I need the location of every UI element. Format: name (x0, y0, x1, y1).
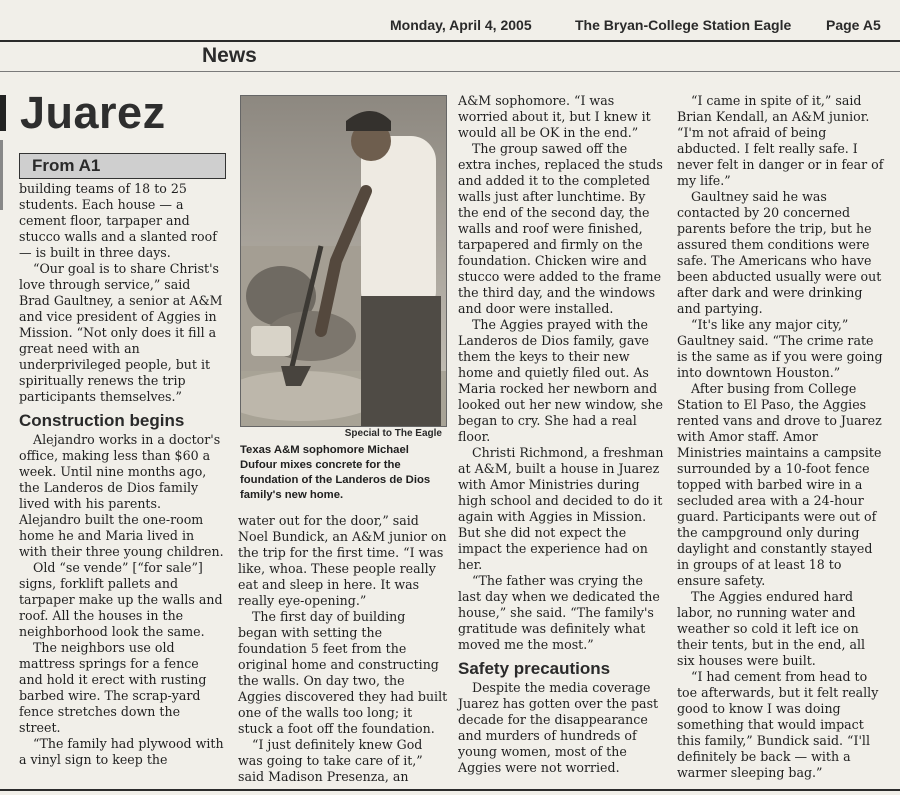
article-column-3 (458, 93, 664, 776)
adjacent-column-edge-2 (0, 140, 3, 210)
article-headline: Juarez (20, 87, 166, 138)
jump-label: From A1 (32, 156, 101, 175)
article-column-2 (238, 513, 448, 785)
adjacent-column-edge (0, 95, 6, 131)
paragraph: Gaultney said he was contacted by 20 concerned parents before the trip, but he assured them conditions were safe. The Americans who have been abducted usually were out after dark and were drinking and partying. (677, 189, 882, 316)
page-header (0, 0, 900, 42)
paragraph: Despite the media coverage Juarez has gotten over the past decade for the disappearance and murders of hundreds of young women, most of the Aggies were not worried. (458, 680, 659, 775)
subhead: Safety precautions (458, 659, 611, 678)
header-date: Monday, April 4, 2005 (390, 17, 532, 33)
paragraph: The Aggies prayed with the Landeros de Dios family, gave them the keys to their new home and quietly filed out. As Maria rocked her newborn and looked out her new window, she began to cry. She had a real floor. (458, 317, 663, 444)
paragraph: “The family had plywood with a vinyl sign to keep the (19, 736, 224, 767)
photo-credit: Special to The Eagle (344, 428, 442, 439)
article-column-4 (677, 93, 885, 781)
paragraph: The group sawed off the extra inches, replaced the studs and added it to the completed walls just after lunchtime. By the end of the second day, the walls and roof were finished, tarpapered and firmly on the foundation. Chicken wire and stucco were added to the frame the third day, and the windows and door were installed. (458, 141, 663, 316)
paragraph: The Aggies endured hard labor, no running water and weather so cold it left ice on their tents, but in the end, all six houses were built. (677, 589, 866, 668)
photo-caption: Texas A&M sophomore Michael Dufour mixes concrete for the foundation of the Landeros de Dios family's new home. (240, 444, 431, 501)
section-rule (0, 71, 900, 72)
paragraph: building teams of 18 to 25 students. Each house — a cement floor, tarpaper and stucco walls and a slanted roof — is built in three days. (19, 181, 217, 260)
paragraph: water out for the door,” said Noel Bundick, an A&M junior on the trip for the first time. “I was like, whoa. These people really eat and sleep in here. It was really eye-opening.” (238, 513, 447, 608)
paragraph: Old “se vende” [“for sale”] signs, forklift pallets and tarpaper make up the walls and roof. All the houses in the neighborhood look the same. (19, 560, 223, 639)
subhead: Construction begins (19, 411, 185, 430)
paragraph: “I had cement from head to toe afterwards, but it felt really good to know I was doing something that would impact this family,” Bundick said. “I'll definitely be back — with a warmer sleeping bag.” (677, 669, 879, 780)
page-bottom-rule (0, 789, 900, 791)
paragraph: The first day of building began with setting the foundation 5 feet from the original home and constructing the walls. On day two, the Aggies discovered they had built one of the walls too long; it stuck a foot off the foundation. (238, 609, 448, 736)
paragraph: Christi Richmond, a freshman at A&M, built a house in Juarez with Amor Ministries during high school and decided to do it again with Aggies in Mission. But she did not expect the impact the experience had on her. (458, 445, 664, 572)
jump-label-box (19, 153, 226, 179)
paragraph: “I just definitely knew God was going to take care of it,” said Madison Presenza, an (238, 737, 423, 784)
paragraph: “It's like any major city,” Gaultney said. “The crime rate is the same as if you were going into downtown Houston.” (677, 317, 883, 380)
paragraph: Alejandro works in a doctor's office, making less than $60 a week. Until nine months ago, the Landeros de Dios family lived with his parents. Alejandro built the one-room home he and Maria lived in with their three young children. (19, 432, 224, 559)
paragraph: After busing from College Station to El Paso, the Aggies rented vans and drove to Juarez with Amor staff. Amor Ministries maintains a campsite surrounded by a 10-foot fence topped with barbed wire in a secluded area with a 24-hour guard. Participants were out of the campground only during daylight and constantly stayed in groups of at least 18 to ensure safety. (677, 381, 882, 588)
article-column-1 (19, 181, 225, 768)
section-label: News (202, 44, 257, 67)
header-page-number: Page A5 (826, 17, 881, 33)
paragraph: A&M sophomore. “I was worried about it, but I knew it would all be OK in the end.” (458, 93, 651, 140)
paragraph: “Our goal is to share Christ's love through service,” said Brad Gaultney, a senior at A&M and vice president of Aggies in Mission. “Not only does it fill a great need with an underprivileged people, but it spiritually renews the trip participants themselves.” (19, 261, 223, 404)
paragraph: The neighbors use old mattress springs for a fence and hold it erect with rusting barbed wire. The scrap-yard fence stretches down the street. (19, 640, 207, 735)
paragraph: “I came in spite of it,” said Brian Kendall, an A&M junior. “I'm not afraid of being abducted. I felt really safe. I never felt in danger or in fear of my life.” (677, 93, 884, 188)
header-paper-name: The Bryan-College Station Eagle (575, 17, 792, 33)
paragraph: “The father was crying the last day when we dedicated the house,” she said. “The family's gratitude was definitely what moved me the most.” (458, 573, 660, 652)
photo-illustration (241, 96, 446, 426)
article-photo (240, 95, 447, 427)
